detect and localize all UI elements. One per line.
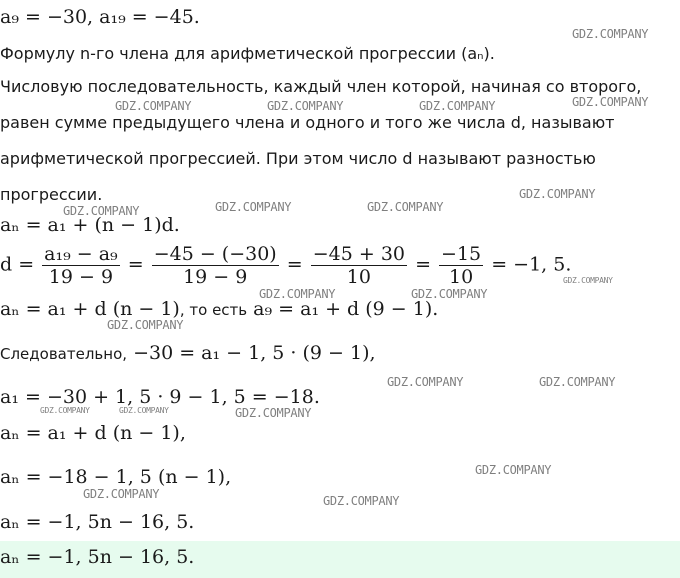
watermark: GDZ.COMPANY (63, 204, 140, 218)
hence-text: Следовательно, (0, 345, 128, 363)
definition-line-3: арифметической прогрессией. При этом число d называют разностью (0, 149, 596, 168)
watermark: GDZ.COMPANY (83, 487, 160, 501)
fraction-3 (311, 243, 407, 288)
answer: aₙ = −1, 5n − 16, 5. (0, 546, 195, 568)
fraction-4-denominator: 10 (449, 266, 474, 288)
difference-calculation (0, 243, 571, 288)
d-result: = −1, 5. (491, 253, 572, 276)
definition-line-1: Числовую последовательность, каждый член которой, начиная со второго, (0, 77, 642, 96)
fraction-2-numerator: −45 − (−30) (153, 243, 277, 265)
nth-term-formula: aₙ = a₁ + d (n − 1), (0, 422, 186, 444)
formula-intro: Формулу n-го члена для арифметической прогрессии (aₙ). (0, 44, 495, 63)
definition-line-4: прогрессии. (0, 185, 103, 204)
hence-equation (0, 342, 376, 364)
general-formula: aₙ = a₁ + (n − 1)d. (0, 214, 180, 236)
nth-term-expansion (0, 298, 438, 320)
definition-line-2: равен сумме предыдущего члена и одного и того же числа d, называют (0, 113, 615, 132)
given-values: a₉ = −30, a₁₉ = −45. (0, 6, 200, 28)
watermark: GDZ.COMPANY (107, 318, 184, 332)
an-expand-math: aₙ = a₁ + d (n − 1) (0, 298, 180, 320)
watermark: GDZ.COMPANY (572, 95, 649, 109)
watermark: GDZ.COMPANY (572, 27, 649, 41)
watermark: GDZ.COMPANY (419, 99, 496, 113)
watermark: GDZ.COMPANY (411, 287, 488, 301)
d-prefix: d = (0, 253, 35, 276)
fraction-3-numerator: −45 + 30 (312, 243, 406, 265)
watermark: GDZ.COMPANY (519, 187, 596, 201)
fraction-4-numerator: −15 (441, 243, 482, 265)
watermark: GDZ.COMPANY (215, 200, 292, 214)
fraction-1-denominator: 19 − 9 (48, 266, 114, 288)
fraction-1-numerator: a₁₉ − a₉ (44, 243, 118, 265)
watermark: GDZ.COMPANY (115, 99, 192, 113)
nth-term-substitution: aₙ = −18 − 1, 5 (n − 1), (0, 466, 232, 488)
watermark: GDZ.COMPANY (259, 287, 336, 301)
watermark: GDZ.COMPANY (367, 200, 444, 214)
watermark: GDZ.COMPANY (235, 406, 312, 420)
fraction-2 (152, 243, 279, 288)
equals-3: = (415, 253, 431, 276)
watermark: GDZ.COMPANY (323, 494, 400, 508)
a9-expand: a₉ = a₁ + d (9 − 1). (253, 298, 439, 320)
fraction-1 (42, 243, 120, 288)
nth-term-simplified: aₙ = −1, 5n − 16, 5. (0, 511, 195, 533)
a1-calculation: a₁ = −30 + 1, 5 · 9 − 1, 5 = −18. (0, 386, 320, 408)
watermark: GDZ.COMPANY (40, 406, 90, 415)
watermark: GDZ.COMPANY (563, 276, 613, 285)
watermark: GDZ.COMPANY (387, 375, 464, 389)
equals-2: = (286, 253, 303, 276)
an-expand-text: , то есть (179, 301, 248, 319)
watermark: GDZ.COMPANY (475, 463, 552, 477)
fraction-2-denominator: 19 − 9 (183, 266, 248, 288)
equals-1: = (127, 253, 144, 276)
fraction-3-denominator: 10 (346, 266, 371, 288)
hence-math: −30 = a₁ − 1, 5 · (9 − 1), (133, 342, 376, 364)
watermark: GDZ.COMPANY (267, 99, 344, 113)
fraction-4 (439, 243, 483, 288)
watermark: GDZ.COMPANY (119, 406, 169, 415)
watermark: GDZ.COMPANY (539, 375, 616, 389)
